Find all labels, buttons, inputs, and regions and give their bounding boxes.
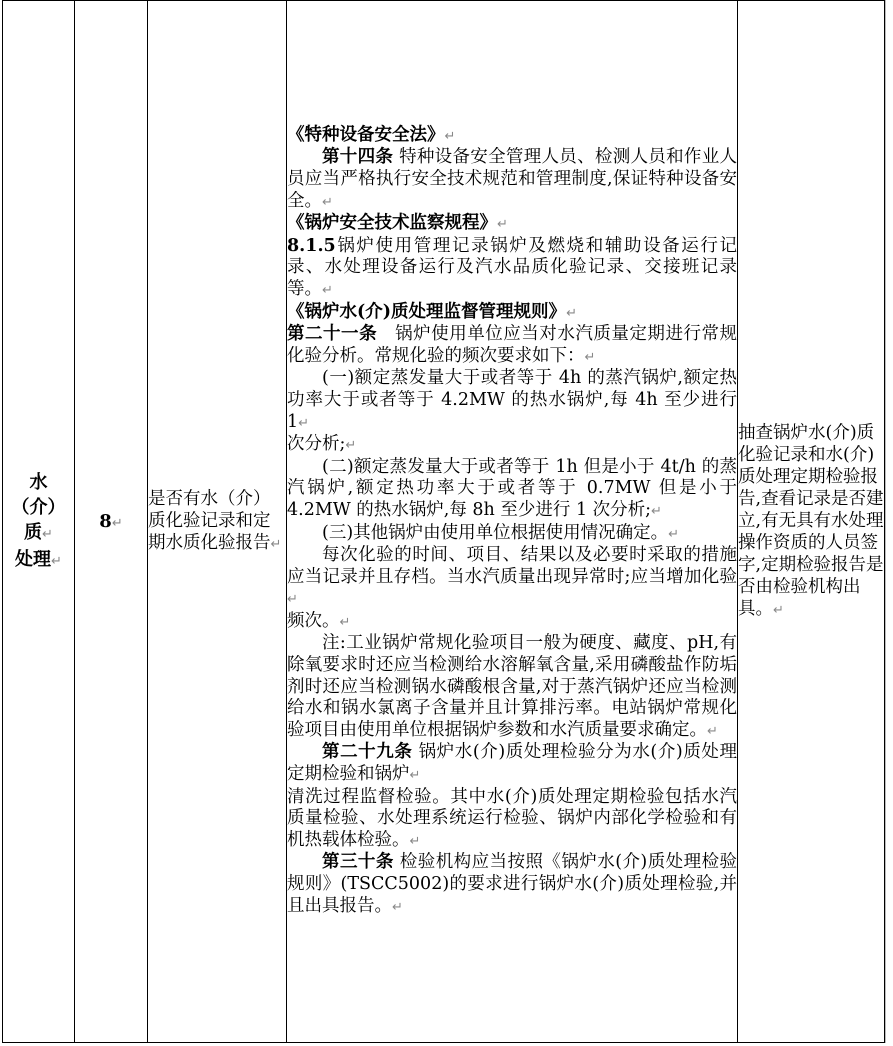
inspection-method-cell: 抽查锅炉水(介)质化验记录和水(介)质处理定期检验报告,查看记录是否建立,有无具有水处理操作资质的人员签字,定期检验报告是否由检验机构出具。↵	[738, 1, 885, 1043]
inspection-table	[2, 0, 885, 1043]
inspection-method-text: 抽查锅炉水(介)质化验记录和水(介)质处理定期检验报告,查看记录是否建立,有无具有水处理操作资质的人员签字,定期检验报告是否由检验机构出具。	[738, 422, 884, 619]
page-edge-line	[885, 0, 886, 1043]
category-line: 质↵	[24, 521, 53, 543]
law-article-continued: 清洗过程监督检验。其中水(介)质处理定期检验包括水汽质量检验、水处理系统运行检验、锅炉内部化学检验和有机热载体检验。↵	[287, 786, 737, 850]
category-line: 水	[29, 471, 48, 493]
law-clause: 8.1.5锅炉使用管理记录锅炉及燃烧和辅助设备运行记录、水处理设备运行及汽水品质化验记录、交接班记录等。↵	[287, 235, 737, 299]
law-paragraph-continued: 频次。↵	[287, 610, 351, 631]
check-item-cell: 是否有水（介）质化验记录和定期水质化验报告↵	[148, 1, 287, 1043]
category-line: （介）	[11, 496, 66, 518]
law-article: 第二十九条 锅炉水(介)质处理检验分为水(介)质处理定期检验和锅炉↵	[287, 742, 738, 785]
category-line: 处理↵	[15, 548, 62, 570]
law-subitem: (三)其他锅炉由使用单位根据使用情况确定。↵	[322, 522, 680, 543]
legal-basis-cell	[287, 1, 738, 1043]
law-title: 《锅炉水(介)质处理监督管理规则》↵	[287, 301, 577, 322]
number-cell: 8↵	[75, 1, 148, 1043]
law-title: 《锅炉安全技术监察规程》↵	[287, 213, 508, 234]
law-article: 第二十一条 锅炉使用单位应当对水汽质量定期进行常规化验分析。常规化验的频次要求如下：↵	[287, 324, 738, 366]
table-row	[3, 1, 885, 1043]
item-number: 8	[99, 511, 112, 532]
law-article: 第十四条 特种设备安全管理人员、检测人员和作业人员应当严格执行安全技术规范和管理制度,保证特种设备安全。↵	[287, 147, 738, 211]
law-paragraph: 每次化验的时间、项目、结果以及必要时采取的措施应当记录并且存档。当水汽质量出现异常时;应当增加化验↵	[287, 545, 737, 608]
law-subitem: (二)额定蒸发量大于或者等于 1h 但是小于 4t/h 的蒸汽锅炉,额定热功率大于或者等于 0.7MW 但是小于 4.2MW 的热水锅炉,每 8h 至少进行 1 次分析;↵	[287, 456, 737, 520]
law-title: 《特种设备安全法》↵	[287, 124, 456, 145]
law-article: 第三十条 检验机构应当按照《锅炉水(介)质处理检验规则》(TSCC5002)的要求进行锅炉水(介)质处理检验,并且出具报告。↵	[287, 852, 737, 916]
category-cell	[3, 1, 75, 1043]
check-item-text: 是否有水（介）质化验记录和定期水质化验报告	[148, 488, 271, 553]
law-subitem: (一)额定蒸发量大于或者等于 4h 的蒸汽锅炉,额定热功率大于或者等于 4.2MW 的热水锅炉,每 4h 至少进行 1↵	[287, 368, 737, 432]
law-note: 注:工业锅炉常规化验项目一般为硬度、藏度、pH,有除氧要求时还应当检测给水溶解氧含量,采用磷酸盐作防垢剂时还应当检测锅水磷酸根含量,对于蒸汽锅炉还应当检测给水和锅水氯离子含量并且计算排污率。电站锅炉常规化验项目由使用单位根据锅炉参数和水汽质量要求确定。↵	[287, 633, 737, 740]
law-subitem-continued: 次分析;↵	[287, 434, 357, 455]
